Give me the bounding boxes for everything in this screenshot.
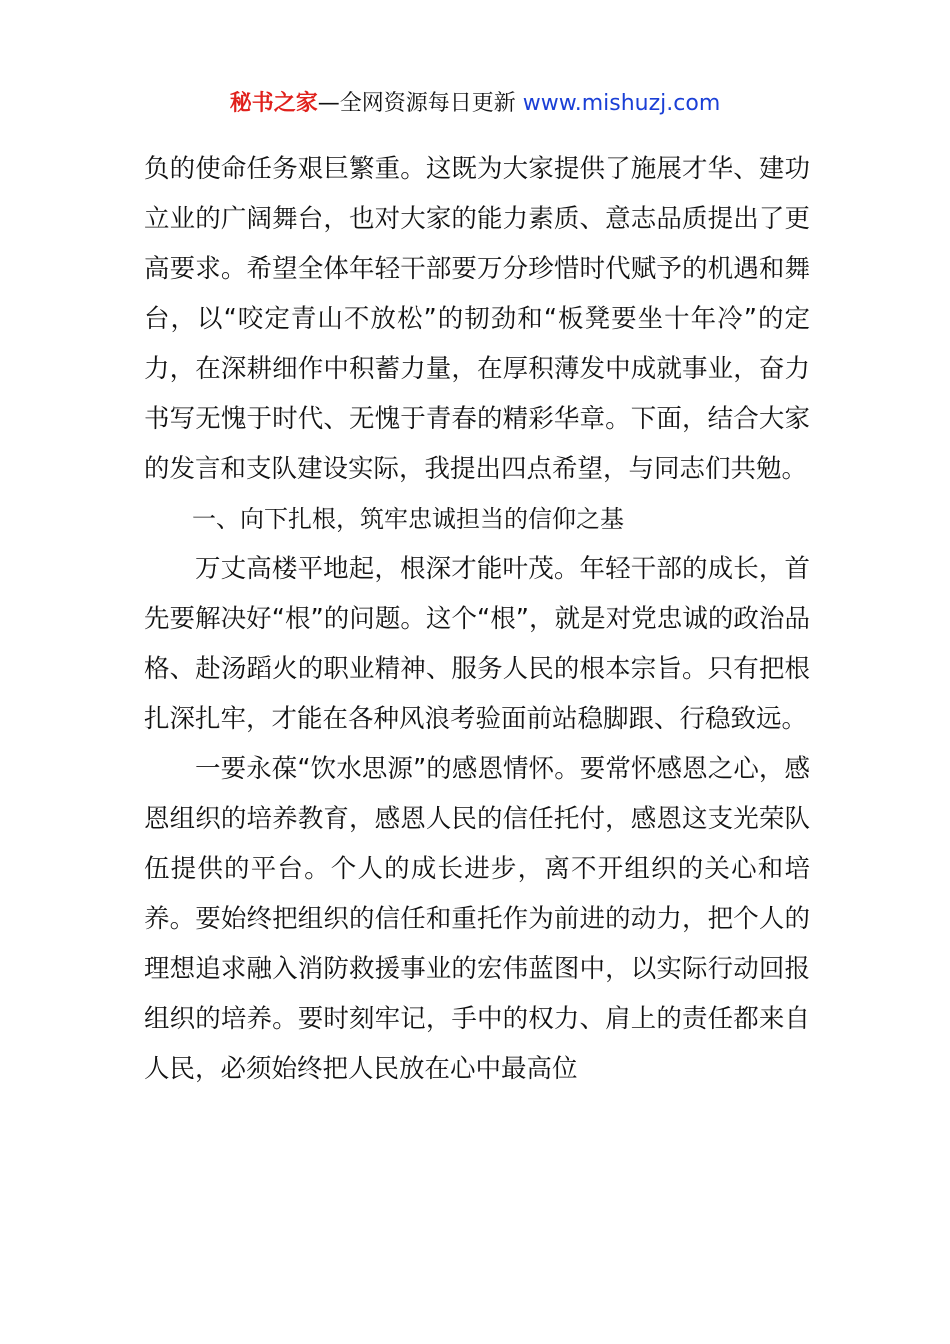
header-brand: 秘书之家 <box>229 91 318 116</box>
paragraph: 一要永葆“饮水思源”的感恩情怀。要常怀感恩之心，感恩组织的培养教育，感恩人民的信任托付，感恩这支光荣队伍提供的平台。个人的成长进步，离不开组织的关心和培养。要始终把组织的信任和重托作为前进的动力，把个人的理想追求融入消防救援事业的宏伟蓝图中，以实际行动回报组织的培养。要时刻牢记，手中的权力、肩上的责任都来自人民，必须始终把人民放在心中最高位 <box>144 754 810 1084</box>
header-separator: — <box>317 91 340 116</box>
header-url[interactable]: www.mishuzj.com <box>522 91 721 116</box>
header-tagline: 全网资源每日更新 <box>339 91 516 116</box>
paragraph-continued: 负的使命任务艰巨繁重。这既为大家提供了施展才华、建功立业的广阔舞台，也对大家的能力素质、意志品质提出了更高要求。希望全体年轻干部要万分珍惜时代赋予的机遇和舞台，以“咬定青山不放松”的韧劲和“板凳要坐十年冷”的定力，在深耕细作中积蓄力量，在厚积薄发中成就事业，奋力书写无愧于时代、无愧于青春的精彩华章。下面，结合大家的发言和支队建设实际，我提出四点希望，与同志们共勉。 <box>144 154 810 484</box>
document-body <box>144 144 810 1094</box>
section-heading: 一、向下扎根，筑牢忠诚担当的信仰之基 <box>192 505 624 533</box>
page-header <box>0 86 950 122</box>
paragraph: 万丈高楼平地起，根深才能叶茂。年轻干部的成长，首先要解决好“根”的问题。这个“根”，就是对党忠诚的政治品格、赴汤蹈火的职业精神、服务人民的根本宗旨。只有把根扎深扎牢，才能在各种风浪考验面前站稳脚跟、行稳致远。 <box>144 554 810 734</box>
